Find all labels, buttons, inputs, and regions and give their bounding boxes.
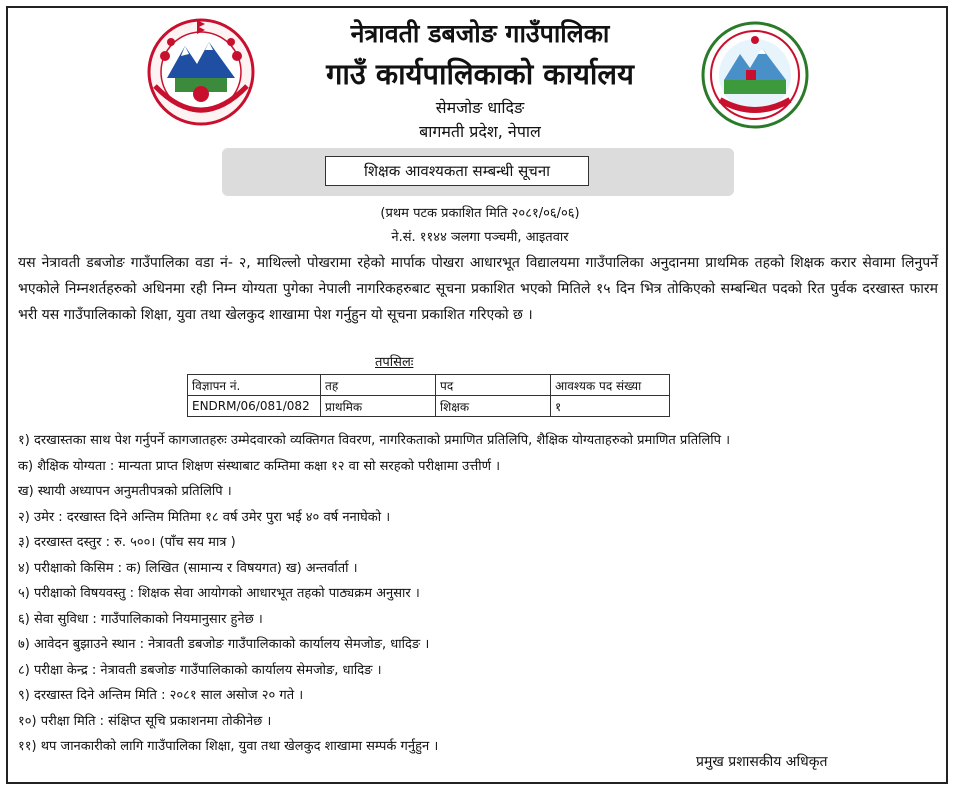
vacancy-table [187, 374, 670, 417]
nepal-emblem-logo [145, 16, 257, 128]
signature-title: प्रमुख प्रशासकीय अधिकृत [696, 754, 828, 770]
conditions-list [18, 428, 938, 760]
list-item: ४) परीक्षाको किसिम : क) लिखित (सामान्य र विषयगत) ख) अन्तर्वार्ता । [18, 560, 358, 576]
table-header-row [188, 375, 670, 396]
office-location: सेमजोङ धादिङ [435, 98, 525, 117]
municipality-name: नेत्रावती डबजोङ गाउँपालिका [350, 19, 610, 48]
table-header-cell: पद [436, 375, 551, 396]
list-item: ३) दरखास्त दस्तुर : रु. ५००। (पाँच सय मात्र ) [18, 535, 236, 550]
list-item: ८) परीक्षा केन्द्र : नेत्रावती डबजोङ गाउँपालिकाको कार्यालय सेमजोङ, धादिङ । [18, 662, 382, 678]
list-item: ख) स्थायी अध्यापन अनुमतीपत्रको प्रतिलिपि । [18, 484, 232, 499]
notice-title: शिक्षक आवश्यकता सम्बन्धी सूचना [325, 156, 589, 186]
notice-paragraph: यस नेत्रावती डबजोङ गाउँपालिका वडा नं- २, माथिल्लो पोखरामा रहेको मार्पाक पोखरा आधारभूत विद्यालयमा गाउँपालिका अनुदानमा प्राथमिक तहको शिक्षक करार सेवामा लिनुपर्ने भएकोले निम्नशर्तहरुको अधिनमा रही निम्न योग्यता पुगेका नेपाली नागरिकहरुबाट सूचना प्रकाशित भएको मितिले १५ दिन भित्र तोकिएको सम्बन्धित पदको रित पुर्वक दरखास्त फारम भरी यस गाउँपालिकाको शिक्षा, युवा तथा खेलकुद शाखामा पेश गर्नुहुन यो सूचना प्रकाशित गरिएको छ । [18, 255, 938, 323]
details-heading: तपसिलः [375, 355, 414, 370]
table-header-cell: आवश्यक पद संख्या [551, 375, 670, 396]
list-item: २) उमेर : दरखास्त दिने अन्तिम मितिमा १८ वर्ष उमेर पुरा भई ४० वर्ष ननाघेको । [18, 509, 391, 525]
municipality-logo [700, 20, 810, 130]
list-item: क) शैक्षिक योग्यता : मान्यता प्राप्त शिक्षण संस्थाबाट कम्तिमा कक्षा १२ वा सो सरहको परीक्षामा उत्तीर्ण । [18, 458, 501, 474]
province-country: बागमती प्रदेश, नेपाल [419, 122, 541, 141]
office-title: गाउँ कार्यपालिकाको कार्यालय [326, 57, 634, 91]
nepal-sambat-date: ने.सं. ११४४ ञलगा पञ्चमी, आइतवार [391, 230, 569, 245]
list-item: ११) थप जानकारीको लागि गाउँपालिका शिक्षा, युवा तथा खेलकुद शाखामा सम्पर्क गर्नुहुन । [18, 739, 439, 754]
table-cell: ENDRM/06/081/082 [188, 396, 321, 417]
list-item: ५) परीक्षाको विषयवस्तु : शिक्षक सेवा आयोगको आधारभूत तहको पाठ्यक्रम अनुसार । [18, 586, 420, 601]
table-header-cell: तह [321, 375, 436, 396]
table-cell: १ [551, 396, 670, 417]
publish-date: (प्रथम पटक प्रकाशित मिति २०८१/०६/०६) [380, 206, 580, 221]
table-row [188, 396, 670, 417]
table-cell: प्राथमिक [321, 396, 436, 417]
list-item: १) दरखास्तका साथ पेश गर्नुपर्ने कागजातहरुः उम्मेदवारको व्यक्तिगत विवरण, नागरिकताको प्रमाणित प्रतिलिपि, शैक्षिक योग्यताहरुको प्रमाणित प्रतिलिपि । [18, 433, 731, 448]
list-item: ६) सेवा सुविधा : गाउँपालिकाको नियमानुसार हुनेछ । [18, 611, 263, 627]
list-item: ९) दरखास्त दिने अन्तिम मिति : २०८१ साल असोज २० गते । [18, 688, 304, 703]
list-item: १०) परीक्षा मिति : संक्षिप्त सूचि प्रकाशनमा तोकीनेछ । [18, 713, 272, 729]
list-item: ७) आवेदन बुझाउने स्थान : नेत्रावती डबजोङ गाउँपालिकाको कार्यालय सेमजोङ, धादिङ । [18, 637, 430, 652]
table-cell: शिक्षक [436, 396, 551, 417]
table-header-cell: विज्ञापन नं. [188, 375, 321, 396]
